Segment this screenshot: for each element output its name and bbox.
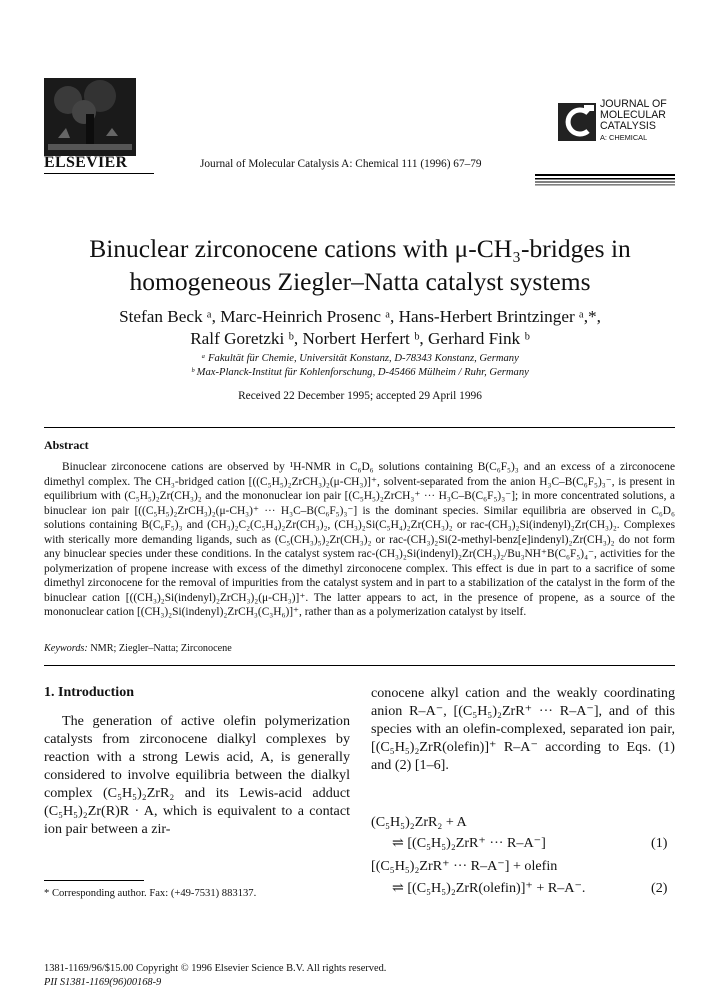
journal-logo-subtitle: A: CHEMICAL: [600, 133, 648, 142]
intro-right-column: [371, 684, 675, 774]
pii-line: PII S1381-1169(96)00168-9: [44, 977, 162, 988]
publisher-name: ELSEVIER: [44, 154, 128, 171]
journal-logo-icon: [558, 103, 596, 141]
journal-logo-line-3: CATALYSIS: [600, 120, 656, 132]
affiliation-b: ᵇ Max-Planck-Institut für Kohlenforschung, D-45466 Mülheim / Ruhr, Germany: [191, 367, 529, 378]
author-list: [40, 306, 680, 350]
article-title: [40, 232, 680, 298]
equation-2-number: (2): [651, 880, 668, 896]
equation-2-left: [(C₅H₅)₂ZrR⁺ ··· R–A⁻] + olefin: [371, 858, 558, 874]
abstract-body: [44, 460, 675, 620]
abstract-text: Binuclear zirconocene cations are observed by ¹H-NMR in C₆D₆ solutions containing B(C₆F₅)₃ and an excess of a zirconocene dimethyl complex. The CH₃-bridged cation [((C₅H₅)₂ZrCH₃)₂(μ-CH₃)]⁺, solvent-separated from the anion H₃C–B(C₆F₅)₃⁻, is present in equilibrium with (C₅H₅)₂Zr(CH₃)₂ and the mononuclear ion pair [(C₅H₅)₂ZrCH₃⁺ ··· H₃C–B(C₆F₅)₃⁻]; in more concentrated solutions, a binuclear ion pair [((C₅H₅)₂ZrCH₃)₂(μ-CH₃)⁺ ··· H₃C–B(C₆F₅)₃⁻] is the dominant species. Similar equilibria are observed in C₆D₆ solutions containing B(C₆F₅)₃ and (CH₃)₂C₂(C₅H₄)₂Zr(CH₃)₂, (CH₃)₂Si(C₅H₄)₂Zr(CH₃)₂ or rac-(CH₃)₂Si(indenyl)₂Zr(CH₃)₂. Complexes with sterically more demanding ligands, such as (C₅(CH₃)₅)₂Zr(CH₃)₂ or rac-(CH₃)₂Si(2-methyl-benz[e]indenyl)₂Zr(CH₃)₂ do not form any binuclear species under these conditions. In the catalyst system rac-(CH₃)₂Si(indenyl)₂Zr(CH₃)₂/Bu₃NH⁺B(C₆F₅)₄⁻, activities for the polymerization of propene increase with excess of the dimethyl zirconocene complex. This effect is due in part to a sacrifice of some dimethyl zirconocene for the removal of impurities from the catalyst system and in part to a stabilization of the catalyst in the form of the binuclear cation [((CH₃)₂Si(indenyl)₂ZrCH₃)₂(μ-CH₃)]⁺. The latter appears to act, in the presence of propene, as a source of the mononuclear cation [(CH₃)₂Si(indenyl)₂ZrCH₃(C₃H₆)]⁺, rather than as a polymerization catalyst by itself.: [44, 461, 675, 619]
title-line-1: Binuclear zirconocene cations with μ-CH₃-bridges in: [89, 234, 631, 263]
abstract-bottom-rule: [44, 665, 675, 666]
title-line-2: homogeneous Ziegler–Natta catalyst systems: [129, 267, 591, 296]
keywords: [44, 643, 232, 654]
intro-left-column: [44, 712, 350, 838]
section-heading-introduction: 1. Introduction: [44, 685, 134, 700]
header-rule-left: [44, 173, 154, 174]
journal-citation: Journal of Molecular Catalysis A: Chemical 111 (1996) 67–79: [200, 158, 482, 170]
footnote-rule: [44, 880, 144, 881]
received-dates: Received 22 December 1995; accepted 29 April 1996: [238, 390, 482, 402]
elsevier-tree-logo: [44, 78, 136, 156]
equation-1-number: (1): [651, 835, 668, 851]
copyright-block: [44, 962, 386, 990]
equation-2-right: ⇌ [(C₅H₅)₂ZrR(olefin)]⁺ + R–A⁻.: [392, 880, 586, 896]
copyright-line: 1381-1169/96/$15.00 Copyright © 1996 Elsevier Science B.V. All rights reserved.: [44, 963, 387, 974]
abstract-top-rule: [44, 427, 675, 428]
journal-logo-line-2: MOLECULAR: [600, 109, 666, 121]
equation-1-left: (C₅H₅)₂ZrR₂ + A: [371, 814, 467, 830]
abstract-heading: Abstract: [44, 438, 89, 452]
affiliation-a: ᵃ Fakultät für Chemie, Universität Konstanz, D-78343 Konstanz, Germany: [201, 353, 519, 364]
keywords-label: Keywords:: [44, 643, 88, 654]
intro-continuation: conocene alkyl cation and the weakly coordinating anion R–A⁻, [(C₅H₅)₂ZrR⁺ ··· R–A⁻], and of this species with an olefin-complexed, separated ion pair, [(C₅H₅)₂ZrR(olefin)]⁺ R–A⁻ according to Eqs. (1) and (2) [1–6].: [371, 685, 675, 773]
authors-line-2: Ralf Goretzki ᵇ, Norbert Herfert ᵇ, Gerhard Fink ᵇ: [190, 329, 530, 348]
intro-paragraph: The generation of active olefin polymerization catalysts from zirconocene dialkyl complexes by reaction with a strong Lewis acid, A, is generally considered to involve equilibria between the dialkyl complex (C₅H₅)₂ZrR₂ and its Lewis-acid adduct (C₅H₅)₂Zr(R)R · A, which is equivalent to a contact ion pair between a zir-: [44, 713, 350, 837]
journal-logo-text: [600, 99, 667, 143]
equation-1-right: ⇌ [(C₅H₅)₂ZrR⁺ ··· R–A⁻]: [392, 835, 546, 851]
affiliations: [40, 352, 680, 380]
journal-logo-line-1: JOURNAL OF: [600, 98, 667, 110]
corresponding-author-footnote: * Corresponding author. Fax: (+49-7531) 883137.: [44, 888, 257, 899]
keywords-list: NMR; Ziegler–Natta; Zirconocene: [90, 643, 232, 654]
header-rule-right: [535, 173, 675, 185]
authors-line-1: Stefan Beck ᵃ, Marc-Heinrich Prosenc ᵃ, Hans-Herbert Brintzinger ᵃ,*,: [119, 307, 601, 326]
